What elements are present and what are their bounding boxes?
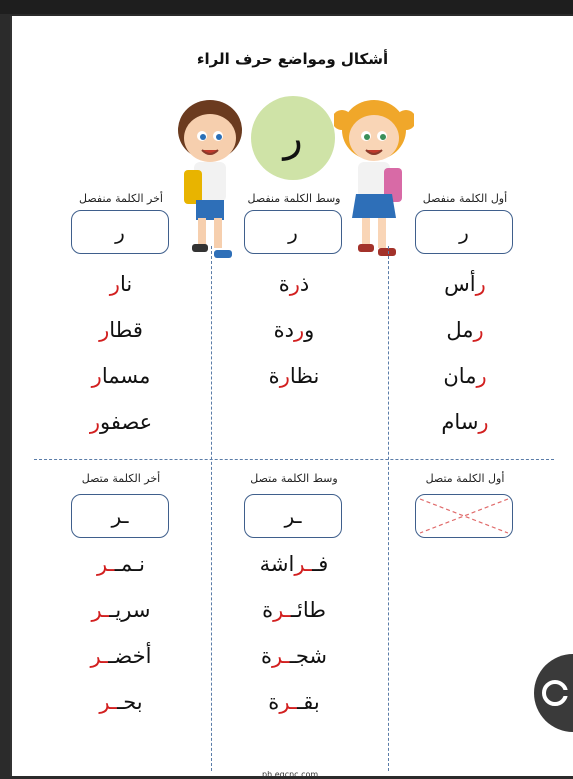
column-label-first-connected: أول الكلمة متصل: [425, 472, 505, 485]
column-label-first-separate: أول الكلمة منفصل: [422, 192, 508, 205]
word-item: شجــرة: [260, 644, 328, 668]
word-item: وردة: [273, 318, 315, 342]
column-label-middle-connected: وسط الكلمة متصل: [250, 472, 338, 485]
word-item: نـمــر: [96, 552, 146, 576]
column-label-end-separate: أخر الكلمة منفصل: [79, 192, 163, 205]
column-divider: [211, 246, 212, 771]
girl-illustration: [334, 90, 414, 270]
section-divider: [34, 459, 554, 460]
letter-form-box-end-connected: ـر: [71, 494, 169, 538]
word-item: رأس: [444, 272, 486, 296]
word-item: مسمار: [91, 364, 151, 388]
word-item: أخضــر: [90, 644, 152, 668]
word-item: طائــرة: [262, 598, 326, 622]
share-icon: [540, 678, 570, 708]
word-item: فــراشة: [259, 552, 329, 576]
word-item: سريــر: [91, 598, 151, 622]
word-item: رمان: [443, 364, 487, 388]
word-item: نار: [109, 272, 133, 296]
top-bar: [0, 0, 573, 14]
worksheet: [10, 16, 573, 779]
letter-form-box-first-connected-crossed: [415, 494, 513, 538]
column-label-middle-separate: وسط الكلمة منفصل: [247, 192, 341, 205]
word-item: رمل: [446, 318, 484, 342]
word-item: عصفور: [89, 410, 153, 434]
word-item: بقــرة: [268, 690, 320, 714]
word-item: بحــر: [99, 690, 143, 714]
word-item: رسام: [441, 410, 489, 434]
big-letter: ر: [283, 115, 303, 161]
letter-form-box-middle-connected: ـر: [244, 494, 342, 538]
column-label-end-connected: أخر الكلمة متصل: [81, 472, 161, 485]
worksheet-title: أشكال ومواضع حرف الراء: [196, 50, 389, 68]
footer-url: ph.egcnc.com: [262, 770, 319, 779]
word-item: قطار: [99, 318, 143, 342]
boy-illustration: [172, 90, 252, 270]
column-divider: [388, 246, 389, 771]
cross-out-mark: [416, 495, 512, 537]
letter-form-box-middle-separate: ر: [244, 210, 342, 254]
big-letter-circle: [251, 96, 335, 180]
word-item: نظارة: [268, 364, 320, 388]
word-item: ذرة: [278, 272, 310, 296]
letter-form-box-first-separate: ر: [415, 210, 513, 254]
letter-form-box-end-separate: ر: [71, 210, 169, 254]
